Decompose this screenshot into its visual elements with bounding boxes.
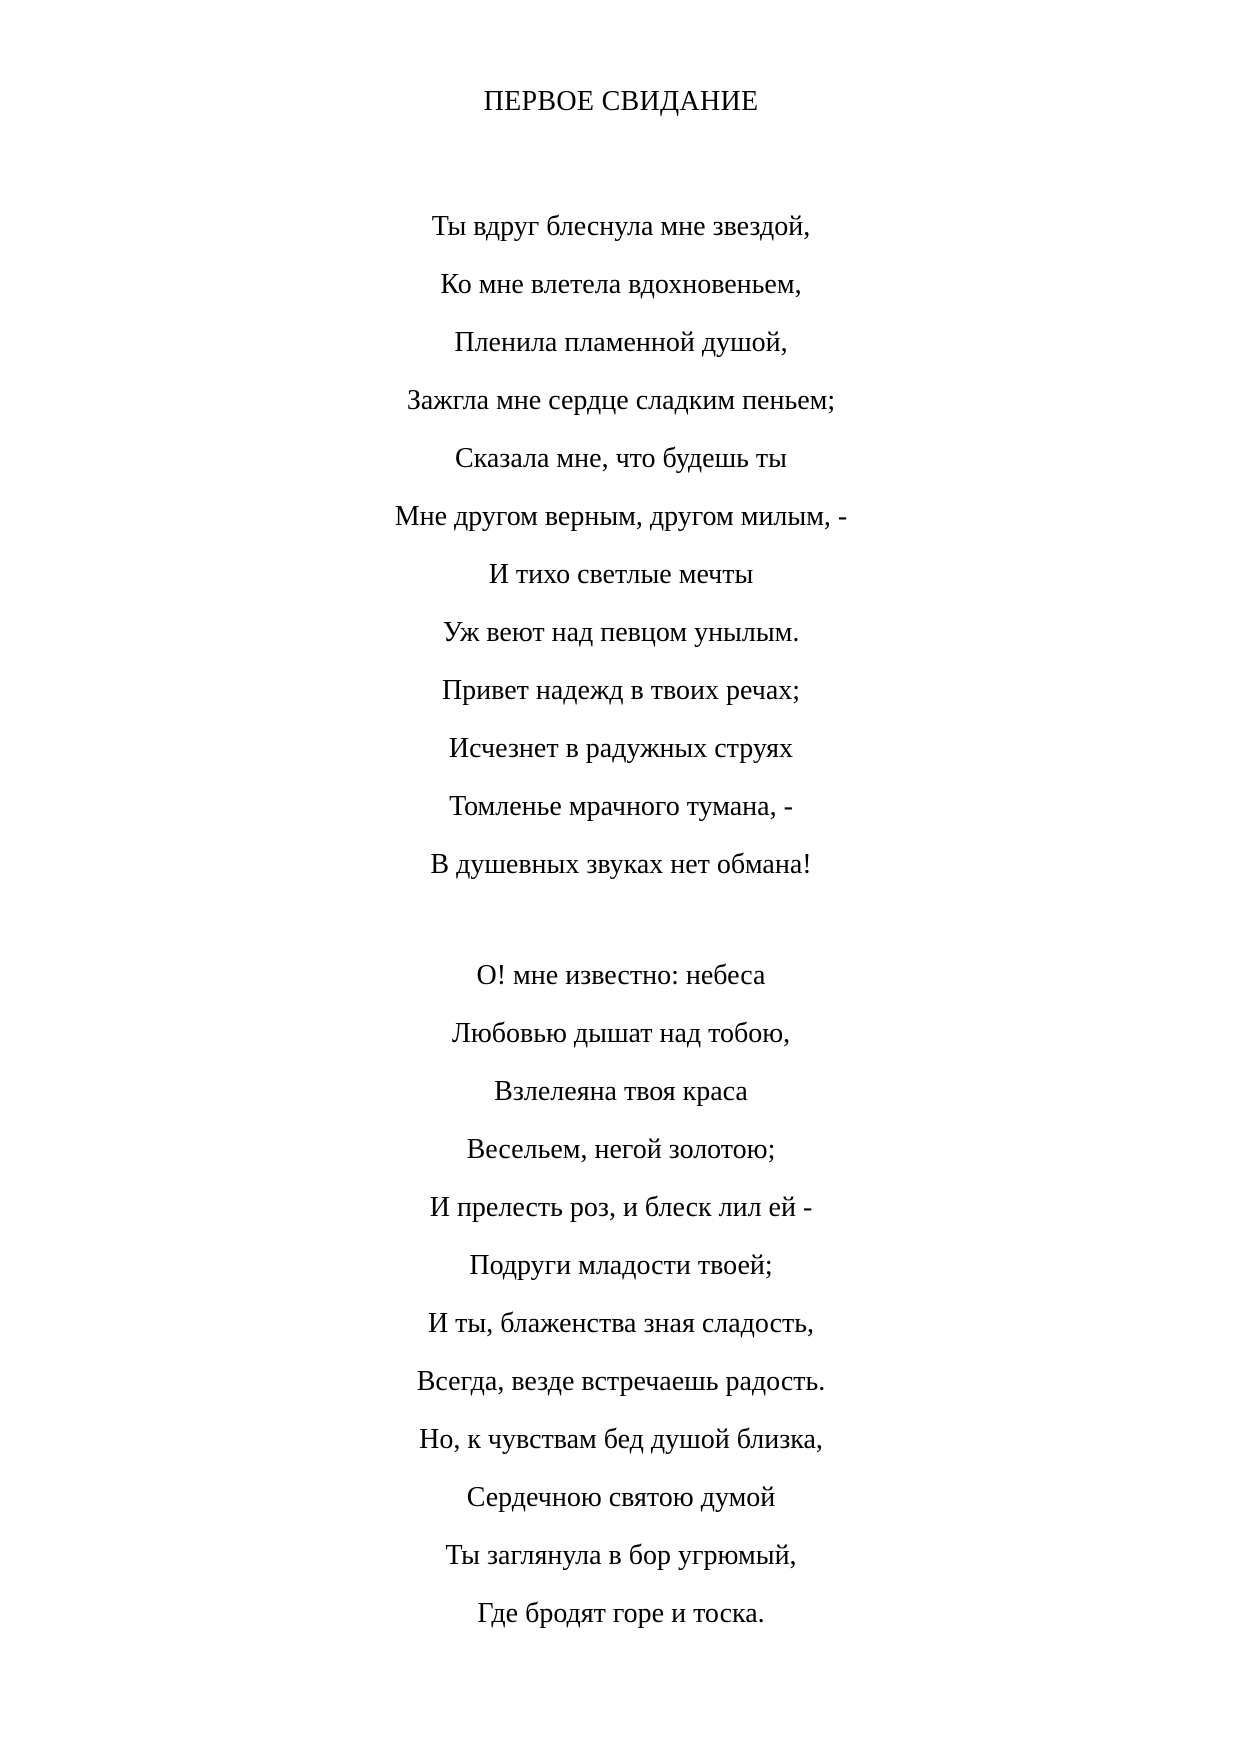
- poem-line: Зажгла мне сердце сладким пеньем;: [406, 385, 836, 416]
- stanza-1: [0, 198, 1242, 894]
- poem-line: И ты, блаженства зная сладость,: [427, 1308, 815, 1339]
- poem-line: Ко мне влетела вдохновеньем,: [440, 269, 802, 300]
- poem-line: Ты вдруг блеснула мне звездой,: [431, 211, 811, 242]
- poem-line: Сказала мне, что будешь ты: [455, 443, 787, 474]
- poem-line: Весельем, негой золотою;: [466, 1134, 776, 1165]
- poem-line: Сердечною святою думой: [466, 1482, 776, 1513]
- poem-line: В душевных звуках нет обмана!: [430, 849, 812, 880]
- poem-line: Уж веют над певцом унылым.: [442, 617, 800, 648]
- poem-line: О! мне известно: небеса: [476, 960, 766, 991]
- poem-line: Исчезнет в радужных струях: [448, 733, 794, 764]
- poem-line: Томленье мрачного тумана, -: [449, 791, 793, 822]
- poem-line: Где бродят горе и тоска.: [477, 1598, 765, 1629]
- poem-line: И тихо светлые мечты: [488, 559, 754, 590]
- poem-line: Мне другом верным, другом милым, -: [394, 501, 848, 532]
- poem-line: Любовью дышат над тобою,: [451, 1018, 791, 1049]
- poem-line: Всегда, везде встречаешь радость.: [416, 1366, 826, 1397]
- poem-line: Привет надежд в твоих речах;: [441, 675, 801, 706]
- poem-line: Ты заглянула в бор угрюмый,: [445, 1540, 797, 1571]
- stanza-2: [0, 947, 1242, 1643]
- poem-title: ПЕРВОЕ СВИДАНИЕ: [483, 86, 759, 117]
- poem-line: И прелесть роз, и блеск лил ей -: [429, 1192, 813, 1223]
- poem-line: Взлелеяна твоя краса: [494, 1076, 748, 1107]
- poem-line: Подруги младости твоей;: [469, 1250, 773, 1281]
- poem-line: Но, к чувствам бед душой близка,: [419, 1424, 823, 1455]
- poem-line: Пленила пламенной душой,: [454, 327, 788, 358]
